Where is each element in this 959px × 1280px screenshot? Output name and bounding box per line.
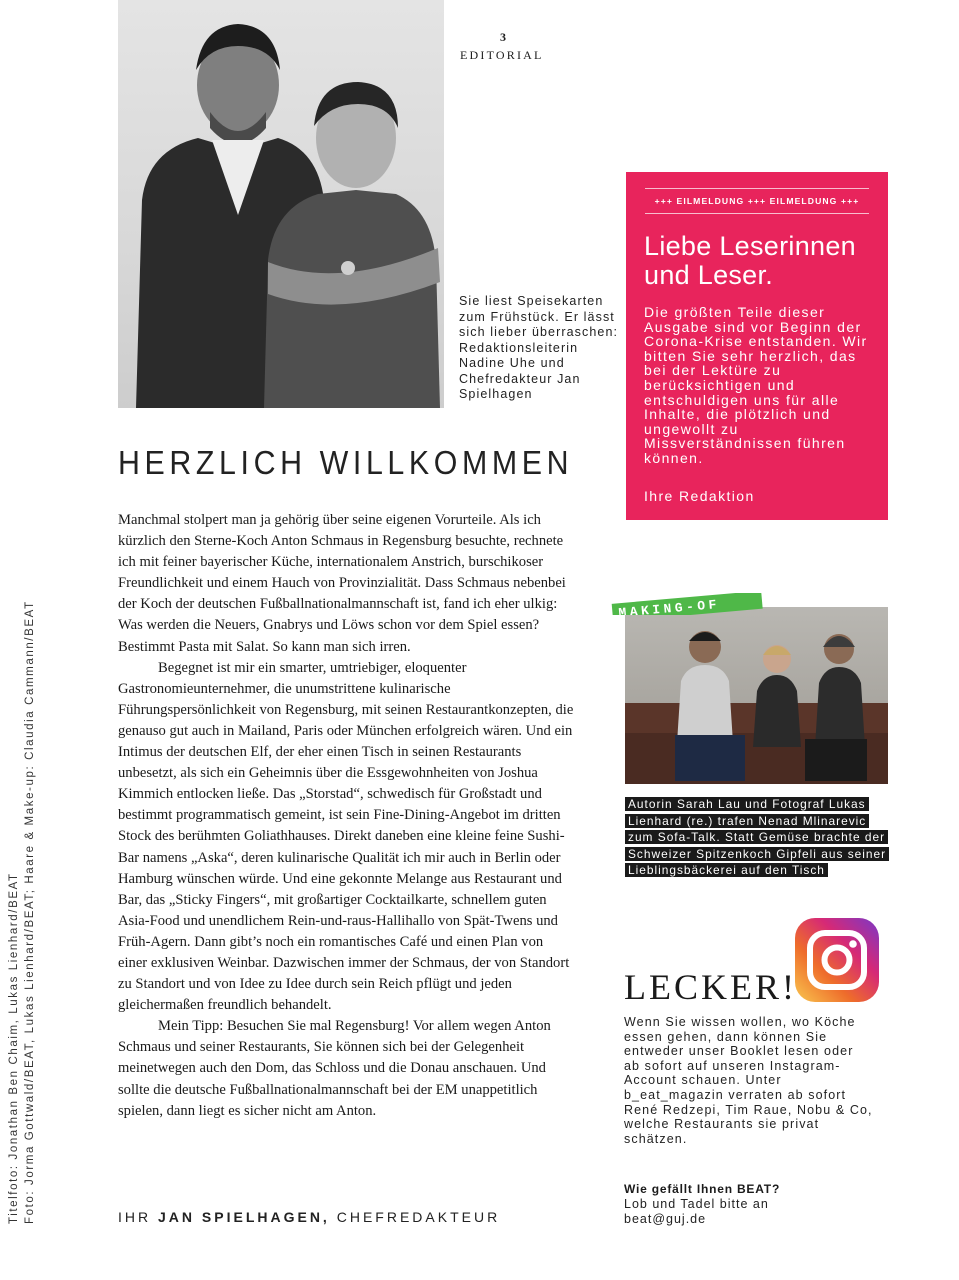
- editorial-body: [118, 510, 574, 1122]
- making-of-caption: [625, 796, 895, 879]
- making-of-photo: [625, 607, 888, 784]
- notice-signature: Ihre Redaktion: [644, 488, 755, 504]
- credit-line-photos: Foto: Jorma Gottwald/BEAT, Lukas Lienhard/BEAT; Haare & Make-up: Claudia Cammann/BEAT: [24, 600, 36, 1224]
- feedback-email[interactable]: beat@guj.de: [624, 1211, 707, 1226]
- signature-prefix: IHR: [118, 1209, 152, 1225]
- signature: [118, 1209, 500, 1225]
- instagram-icon[interactable]: [795, 918, 879, 1002]
- divider: [645, 213, 869, 214]
- notice-text: Die größten Teile dieser Ausgabe sind vor Beginn der Corona-Krise entstanden. Wir bitten Sie sehr herzlich, das bei der Lektüre zu berücksichtigen und entschuldigen uns für alle Inhalte, die plötzlich und ungewollt zu Missverständnissen führen können.: [644, 304, 868, 466]
- making-of-illustration: [625, 607, 888, 784]
- credit-line-cover: Titelfoto: Jonathan Ben Chaim, Lukas Lienhard/BEAT: [8, 872, 20, 1224]
- body-paragraph: Manchmal stolpert man ja gehörig über seine eigenen Vorurteile. Als ich kürzlich den Sterne-Koch Anton Schmaus in Regensburg besuchte, rechnete ich mit feiner bayerischer Küche, internationalem Anstrich, burschikoser Freundlichkeit und einem Hauch von Provinzialität. Dass Schmaus nebenbei der Koch der deutschen Fußballnationalmannschaft ist, fand ich eher ulkig: Was werden die Neuers, Gnabrys und Löws schon vor dem Spiel essen? Bestimmt Pasta mit Salat. So kann man sich irren.: [118, 512, 566, 655]
- body-paragraph: Begegnet ist mir ein smarter, umtriebiger, eloquenter Gastronomieunternehmer, die unumstrittene kulinarische Führungspersönlichkeit von Regensburg, mit seinen Restaurantkonzepten, die genauso gut auch in Mailand, Paris oder München erfolgreich wären. Und ein Intimus der deutschen Elf, der eher einen Tisch in seinen Restaurants unbesetzt, als sich ein Geheimnis über die Essgewohnheiten von Joshua Kimmich entlocken ließe. Das „Storstad“, schwedisch für Großstadt und bestimmt programmatisch gemeint, ist sein Fine-Dining-Angebot im dritten Stock des berühmten Goliathhauses. Direkt daneben eine kleine feine Sushi-Bar namens „Aska“, deren kulinarische Qualität ich mir auch in Berlin oder Hamburg wünschen würde. Und eine gekonnte Melange aus Restaurant und Bar, das „Sticky Fingers“, mit großartiger Cocktailkarte, schnellem guten Asia-Food und unendlichem Rein-und-raus-Hallihallo von Spät-Twens und Früh-Agern. Dann gibt’s noch ein romantisches Café und einen Plan von einer exklusiven Weinbar. Dazwischen immer der Schmaus, der von Standort zu Standort und von Idee zu Idee durch sein Reich pflügt und jeden gleichermaßen freundlich behandelt.: [118, 659, 574, 1014]
- breaking-news-box: [626, 172, 888, 520]
- feedback-question: Wie gefällt Ihnen BEAT?: [624, 1182, 781, 1196]
- feedback-contact: [624, 1197, 844, 1226]
- making-of-tag: [610, 593, 770, 615]
- making-of-label: MAKING-OF: [617, 596, 721, 615]
- editors-illustration: [118, 0, 444, 408]
- news-ticker: +++ EILMELDUNG +++ EILMELDUNG +++: [654, 196, 860, 206]
- divider: [645, 188, 869, 189]
- photo-caption: Sie liest Speisekarten zum Frühstück. Er lässt sich lieber überraschen: Redaktionsleiterin Nadine Uhe und Chefredakteur Jan Spielhagen: [459, 294, 619, 401]
- editors-photo: [118, 0, 444, 408]
- feedback-line: Lob und Tadel bitte an: [624, 1197, 769, 1211]
- photo-credits: [6, 584, 38, 1224]
- headline: HERZLICH WILLKOMMEN: [118, 444, 574, 481]
- body-paragraph: Mein Tipp: Besuchen Sie mal Regensburg! Vor allem wegen Anton Schmaus und seiner Restaurants, Sie können sich bei der Gelegenheit meinetwegen auch den Dom, das Schloss und die Donau anschauen. Und sollte die deutsche Fußballnationalmannschaft bei der EM unappetitlich spielen, dann liegt es sicher nicht am Anton.: [118, 1018, 551, 1119]
- page-number: 3: [500, 30, 506, 44]
- notice-title: Liebe Leserinnen und Leser.: [644, 231, 856, 290]
- making-of-caption-text: Autorin Sarah Lau und Fotograf Lukas Lienhard (re.) trafen Nenad Mlinarevic zum Sofa-Talk. Statt Gemüse brachte der Schweizer Spitzenkoch Gipfeli aus seiner Lieblingsbäckerei auf den Tisch: [625, 797, 889, 877]
- signature-name: JAN SPIELHAGEN,: [158, 1209, 330, 1225]
- section-label: EDITORIAL: [460, 48, 544, 62]
- lecker-title: LECKER!: [624, 967, 797, 1007]
- instagram-text: Wenn Sie wissen wollen, wo Köche essen gehen, dann können Sie entweder unser Booklet lesen oder ab sofort auf unseren Instagram-Account schauen. Unter b_eat_magazin verraten ab sofort René Redzepi, Tim Raue, Nobu & Co, welche Restaurants sie privat schätzen.: [624, 1015, 873, 1146]
- signature-role: CHEFREDAKTEUR: [336, 1209, 501, 1225]
